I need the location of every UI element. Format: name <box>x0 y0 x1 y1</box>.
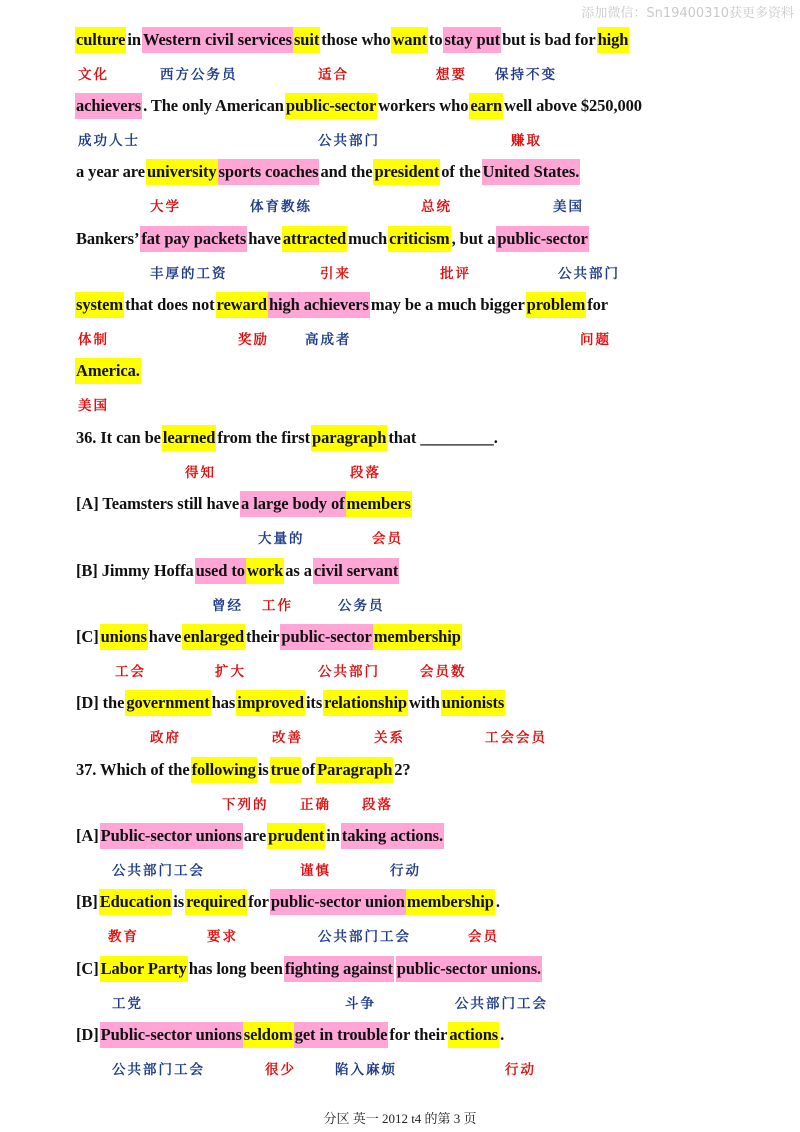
chinese-annotation: 正确 <box>300 797 331 813</box>
highlighted-term: relationship <box>323 690 408 716</box>
highlighted-term: high <box>597 27 630 53</box>
text-segment: with <box>409 693 440 712</box>
chinese-annotation: 美国 <box>78 398 109 414</box>
text-line <box>75 624 462 650</box>
chinese-annotation: 曾经 <box>212 598 243 614</box>
chinese-annotation: 扩大 <box>215 664 246 680</box>
highlighted-term: true <box>270 757 301 783</box>
text-segment: for <box>248 892 269 911</box>
text-line <box>75 358 141 384</box>
text-line <box>75 292 609 318</box>
highlighted-term: paragraph <box>311 425 387 451</box>
chinese-annotation: 问题 <box>580 332 611 348</box>
chinese-annotation: 要求 <box>207 929 238 945</box>
chinese-annotation: 得知 <box>185 465 216 481</box>
highlighted-term: fighting against <box>284 956 394 982</box>
chinese-annotation: 会员数 <box>420 664 467 680</box>
text-segment: well above $250,000 <box>504 96 642 115</box>
text-line <box>75 226 589 252</box>
text-line <box>75 956 542 982</box>
highlighted-term: seldom <box>243 1022 294 1048</box>
highlighted-term: attracted <box>282 226 347 252</box>
chinese-annotation: 总统 <box>421 199 452 215</box>
text-segment: may be a much bigger <box>370 295 525 314</box>
chinese-annotation: 段落 <box>350 465 381 481</box>
text-segment: 2? <box>394 760 411 779</box>
chinese-annotation: 丰厚的工资 <box>150 266 228 282</box>
text-line <box>75 27 629 53</box>
highlighted-term: Public-sector unions <box>100 1022 243 1048</box>
highlighted-term: Western civil services <box>142 27 293 53</box>
text-segment: [C] <box>76 627 99 646</box>
chinese-annotation: 西方公务员 <box>160 67 238 83</box>
text-segment: [D] <box>76 1025 99 1044</box>
highlighted-term: government <box>125 690 210 716</box>
highlighted-term: public-sector unions. <box>396 956 542 982</box>
text-line <box>75 889 501 915</box>
chinese-annotation: 行动 <box>390 863 421 879</box>
highlighted-term: actions <box>448 1022 499 1048</box>
text-segment: their <box>246 627 280 646</box>
text-segment: 36. It can be <box>76 428 161 447</box>
highlighted-term: enlarged <box>182 624 245 650</box>
highlighted-term: civil servant <box>313 558 399 584</box>
highlighted-term: fat pay packets <box>140 226 247 252</box>
text-segment: have <box>148 627 182 646</box>
text-segment: much <box>348 229 388 248</box>
chinese-annotation: 斗争 <box>345 996 376 1012</box>
highlighted-term: unionists <box>441 690 505 716</box>
text-segment: to <box>428 30 443 49</box>
chinese-annotation: 保持不变 <box>495 67 557 83</box>
chinese-annotation: 想要 <box>436 67 467 83</box>
chinese-annotation: 公共部门 <box>558 266 620 282</box>
text-segment: in <box>127 30 141 49</box>
chinese-annotation: 工会 <box>115 664 146 680</box>
chinese-annotation: 美国 <box>553 199 584 215</box>
highlighted-term: suit <box>293 27 320 53</box>
highlighted-term: stay put <box>443 27 501 53</box>
text-segment: but is bad for <box>502 30 596 49</box>
highlighted-term: United States. <box>482 159 581 185</box>
text-segment: workers who <box>378 96 469 115</box>
text-line <box>75 425 499 451</box>
highlighted-term: public-sector <box>285 93 377 119</box>
chinese-annotation: 很少 <box>265 1062 296 1078</box>
chinese-annotation: 公共部门工会 <box>455 996 548 1012</box>
highlighted-term: America. <box>75 358 141 384</box>
highlighted-term: Labor Party <box>100 956 188 982</box>
chinese-annotation: 赚取 <box>511 133 542 149</box>
chinese-annotation: 工作 <box>262 598 293 614</box>
chinese-annotation: 公共部门工会 <box>318 929 411 945</box>
text-segment: [A] Teamsters still have <box>76 494 240 513</box>
highlighted-term: required <box>185 889 247 915</box>
text-segment: have <box>248 229 281 248</box>
text-segment: . <box>500 1025 505 1044</box>
chinese-annotation: 关系 <box>374 730 405 746</box>
text-segment: that _________. <box>388 428 498 447</box>
chinese-annotation: 体制 <box>78 332 109 348</box>
page-footer: 分区 英一 2012 t4 的第 3 页 <box>323 1111 477 1126</box>
text-segment: as a <box>285 561 312 580</box>
text-segment: of <box>301 760 316 779</box>
chinese-annotation: 公务员 <box>338 598 385 614</box>
text-segment: are <box>243 826 267 845</box>
highlighted-term: membership <box>406 889 495 915</box>
text-segment: is <box>173 892 185 911</box>
highlighted-term: work <box>246 558 284 584</box>
chinese-annotation: 会员 <box>372 531 403 547</box>
chinese-annotation: 谨慎 <box>300 863 331 879</box>
chinese-annotation: 段落 <box>362 797 393 813</box>
chinese-annotation: 会员 <box>468 929 499 945</box>
chinese-annotation: 工党 <box>112 996 143 1012</box>
text-segment: has long been <box>188 959 283 978</box>
chinese-annotation: 行动 <box>505 1062 536 1078</box>
chinese-annotation: 批评 <box>440 266 471 282</box>
highlighted-term: Paragraph <box>316 757 393 783</box>
chinese-annotation: 公共部门 <box>318 133 380 149</box>
text-segment: . <box>495 892 500 911</box>
highlighted-term: earn <box>469 93 503 119</box>
chinese-annotation: 下列的 <box>222 797 269 813</box>
highlighted-term: learned <box>162 425 216 451</box>
text-segment: its <box>305 693 323 712</box>
text-line <box>75 558 399 584</box>
chinese-annotation: 教育 <box>108 929 139 945</box>
chinese-annotation: 工会会员 <box>485 730 547 746</box>
text-segment: [D] the <box>76 693 125 712</box>
highlighted-term: members <box>346 491 412 517</box>
highlighted-term: culture <box>75 27 126 53</box>
text-segment: those who <box>321 30 391 49</box>
text-segment: has <box>211 693 236 712</box>
text-line <box>75 159 580 185</box>
text-segment: of the <box>441 162 481 181</box>
text-line <box>75 93 643 119</box>
highlighted-term: reward <box>216 292 268 318</box>
chinese-annotation: 引来 <box>320 266 351 282</box>
highlighted-term: Public-sector unions <box>100 823 243 849</box>
highlighted-term: a large body of <box>240 491 345 517</box>
text-segment: a year are <box>76 162 145 181</box>
text-segment: [A] <box>76 826 99 845</box>
highlighted-term: sports coaches <box>218 159 320 185</box>
highlighted-term: public-sector <box>496 226 588 252</box>
highlighted-term: improved <box>236 690 305 716</box>
highlighted-term: want <box>391 27 427 53</box>
highlighted-term: system <box>75 292 124 318</box>
chinese-annotation: 公共部门 <box>318 664 380 680</box>
text-segment: , but a <box>451 229 496 248</box>
watermark: 添加微信：Sn19400310获更多资料 <box>581 6 794 21</box>
chinese-annotation: 政府 <box>150 730 181 746</box>
chinese-annotation: 成功人士 <box>78 133 140 149</box>
highlighted-term: unions <box>100 624 148 650</box>
highlighted-term: public-sector union <box>270 889 406 915</box>
text-line <box>75 1022 505 1048</box>
text-segment: that does not <box>125 295 215 314</box>
highlighted-term: used to <box>195 558 246 584</box>
chinese-annotation: 陷入麻烦 <box>335 1062 397 1078</box>
text-segment: [B] Jimmy Hoffa <box>76 561 194 580</box>
highlighted-term: membership <box>373 624 462 650</box>
text-line <box>75 491 412 517</box>
text-segment: in <box>326 826 340 845</box>
highlighted-term: achievers <box>75 93 142 119</box>
chinese-annotation: 改善 <box>272 730 303 746</box>
chinese-annotation: 适合 <box>318 67 349 83</box>
text-segment: for their <box>389 1025 448 1044</box>
text-segment: and the <box>320 162 373 181</box>
text-line <box>75 823 444 849</box>
highlighted-term: get in trouble <box>294 1022 389 1048</box>
chinese-annotation: 文化 <box>78 67 109 83</box>
text-segment: [B] <box>76 892 98 911</box>
highlighted-term: prudent <box>267 823 325 849</box>
highlighted-term: Education <box>99 889 173 915</box>
chinese-annotation: 大学 <box>150 199 181 215</box>
text-segment: [C] <box>76 959 99 978</box>
chinese-annotation: 奖励 <box>238 332 269 348</box>
text-line <box>75 690 505 716</box>
highlighted-term: following <box>191 757 257 783</box>
text-line <box>75 757 412 783</box>
text-segment: from the first <box>217 428 311 447</box>
text-segment: . The only American <box>143 96 284 115</box>
highlighted-term: criticism <box>388 226 450 252</box>
highlighted-term: problem <box>526 292 587 318</box>
text-segment: Bankers’ <box>76 229 140 248</box>
text-segment: 37. Which of the <box>76 760 190 779</box>
highlighted-term: university <box>146 159 218 185</box>
highlighted-term: public-sector <box>280 624 372 650</box>
text-segment: is <box>257 760 269 779</box>
highlighted-term: president <box>373 159 440 185</box>
chinese-annotation: 公共部门工会 <box>112 863 205 879</box>
text-segment: for <box>587 295 609 314</box>
chinese-annotation: 高成者 <box>305 332 352 348</box>
chinese-annotation: 大量的 <box>258 531 305 547</box>
chinese-annotation: 公共部门工会 <box>112 1062 205 1078</box>
chinese-annotation: 体育教练 <box>250 199 312 215</box>
highlighted-term: taking actions. <box>341 823 444 849</box>
highlighted-term: high achievers <box>268 292 370 318</box>
